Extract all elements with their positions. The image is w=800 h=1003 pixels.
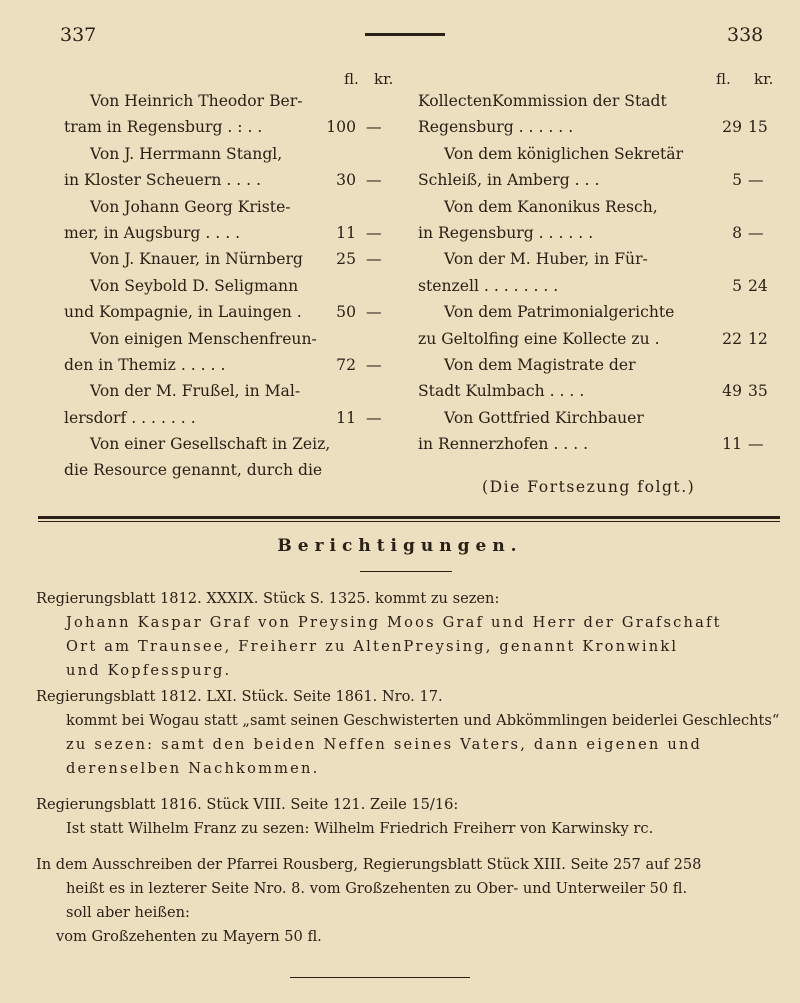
donation-entry-line [418,328,778,354]
entry-text: Von dem Kanonikus Resch, [444,197,658,216]
correction-entry-3 [36,796,786,844]
entry-text: Von Heinrich Theodor Ber- [90,92,303,110]
right-entry-list [418,90,778,459]
donation-entry-line [64,459,404,485]
donation-entry-line [64,380,404,406]
donation-entry-line [64,169,404,195]
correction-line: soll aber heißen: [66,904,190,921]
donation-entry-line [64,143,404,169]
entry-text: Von Gottfried Kirchbauer [444,408,644,427]
amount-florin: 5 [732,276,742,295]
amount-florin: 30 [336,171,356,190]
donation-entry-line [64,407,404,433]
donation-entry-line [418,116,778,142]
entry-text: KollectenKommission der Stadt [418,92,667,110]
donation-entry-line [64,248,404,274]
entry-text: stenzell . . . . . . . . [418,276,559,295]
amount-kreuzer: — [366,408,382,427]
donation-entry-line [64,354,404,380]
footer-rule [290,977,470,978]
right-donation-column [418,70,778,459]
donation-entry-line [418,301,778,327]
page-number-left: 337 [60,24,97,46]
entry-text: Von J. Knauer, in Nürnberg [90,250,303,269]
section-rule-thin [38,521,780,522]
entry-text: zu Geltolfing eine Kollecte zu . [418,329,660,348]
unit-kr-label: kr. [754,70,774,88]
amount-florin: 11 [336,223,356,242]
amount-kreuzer: — [366,303,382,322]
correction-entry-2 [36,688,786,784]
correction-entry-1 [36,590,786,686]
amount-florin: 11 [336,408,356,427]
units-header-right [418,70,778,90]
amount-kreuzer: — [366,171,382,190]
amount-kreuzer: — [366,250,382,269]
donation-entry-line [64,116,404,142]
entry-text: lersdorf . . . . . . . [64,408,196,427]
entry-text: und Kompagnie, in Lauingen . [64,303,302,322]
correction-line: Johann Kaspar Graf von Preysing Moos Graf und Herr der Grafschaft [66,614,722,631]
donation-entry-line [418,196,778,222]
amount-kreuzer: — [748,223,764,242]
correction-line: zu sezen: samt den beiden Neffen seines Vaters, dann eigenen und [66,736,703,753]
donation-entry-line [418,248,778,274]
donation-entry-line [64,301,404,327]
entry-text: die Resource genannt, durch die [64,461,323,480]
amount-kreuzer: — [366,118,382,137]
units-header-left [64,70,404,90]
entry-text: Von dem königlichen Sekretär [444,144,684,163]
donation-entry-line [418,169,778,195]
unit-fl-label: fl. [716,70,731,88]
donation-entry-line [418,407,778,433]
left-entry-list [64,90,404,486]
entry-text: Schleiß, in Amberg . . . [418,171,600,190]
donation-entry-line [64,328,404,354]
correction-line: In dem Ausschreiben der Pfarrei Rousberg, Regierungsblatt Stück XIII. Seite 257 auf 258 [36,856,702,873]
amount-florin: 25 [336,250,356,269]
entry-text: Regensburg . . . . . . [418,118,574,137]
donation-entry-line [418,433,778,459]
correction-line: vom Großzehenten zu Mayern 50 fl. [56,928,322,945]
donation-entry-line [64,433,404,459]
donation-entry-line [418,380,778,406]
left-donation-column [64,70,404,486]
corrections-heading: Berichtigungen. [277,536,523,556]
amount-kreuzer: 35 [748,382,768,401]
section-rule-thick [38,516,780,519]
amount-kreuzer: — [748,171,764,190]
entry-text: Von einigen Menschenfreun- [90,329,317,348]
entry-text: in Kloster Scheuern . . . . [64,171,262,190]
entry-text: Stadt Kulmbach . . . . [418,382,585,401]
amount-florin: 29 [722,118,742,137]
unit-fl-label: fl. [344,70,359,88]
amount-florin: 50 [336,303,356,322]
header-rule [365,33,445,36]
amount-florin: 8 [732,223,742,242]
donation-entry-line [418,354,778,380]
correction-line: heißt es in lezterer Seite Nro. 8. vom Großzehenten zu Ober- und Unterweiler 50 fl. [66,880,688,897]
entry-text: tram in Regensburg . : . . [64,118,263,137]
amount-kreuzer: 24 [748,276,768,295]
entry-text: Von dem Patrimonialgerichte [444,303,675,322]
amount-florin: 22 [722,329,742,348]
donation-entry-line [64,196,404,222]
correction-line: kommt bei Wogau statt „samt seinen Geschwisterten und Abkömmlingen beiderlei Geschlechts“ [66,712,780,729]
amount-kreuzer: — [366,223,382,242]
entry-text: in Regensburg . . . . . . [418,223,594,242]
correction-line: Regierungsblatt 1816. Stück VIII. Seite 121. Zeile 15/16: [36,796,459,813]
correction-line: derenselben Nachkommen. [66,760,320,777]
amount-florin: 100 [326,118,356,137]
amount-kreuzer: 15 [748,118,768,137]
donation-entry-line [64,275,404,301]
correction-line: und Kopfesspurg. [66,662,232,679]
entry-text: Von dem Magistrate der [444,355,636,374]
amount-kreuzer: 12 [748,329,768,348]
amount-florin: 72 [336,355,356,374]
correction-line: Regierungsblatt 1812. LXI. Stück. Seite 1861. Nro. 17. [36,688,443,705]
page-number-right: 338 [727,24,764,46]
amount-florin: 11 [722,435,742,454]
heading-underline [360,571,452,572]
entry-text: Von einer Gesellschaft in Zeiz, [90,435,331,454]
donation-entry-line [64,222,404,248]
entry-text: Von der M. Frußel, in Mal- [90,382,301,401]
unit-kr-label: kr. [374,70,394,88]
entry-text: in Rennerzhofen . . . . [418,435,589,454]
correction-line: Regierungsblatt 1812. XXXIX. Stück S. 1325. kommt zu sezen: [36,590,500,607]
amount-kreuzer: — [748,435,764,454]
donation-entry-line [64,90,404,116]
entry-text: Von Seybold D. Seligmann [90,276,299,295]
donation-entry-line [418,90,778,116]
entry-text: mer, in Augsburg . . . . [64,223,241,242]
entry-text: Von J. Herrmann Stangl, [90,144,283,163]
entry-text: den in Themiz . . . . . [64,355,226,374]
amount-florin: 49 [722,382,742,401]
donation-entry-line [418,143,778,169]
continuation-note: (Die Fortsezung folgt.) [482,478,696,496]
correction-line: Ort am Traunsee, Freiherr zu AltenPreysing, genannt Kronwinkl [66,638,679,655]
donation-entry-line [418,222,778,248]
correction-entry-4 [36,856,786,952]
correction-line: Ist statt Wilhelm Franz zu sezen: Wilhelm Friedrich Freiherr von Karwinsky rc. [66,820,654,837]
amount-kreuzer: — [366,355,382,374]
donation-entry-line [418,275,778,301]
amount-florin: 5 [732,171,742,190]
entry-text: Von Johann Georg Kriste- [90,197,291,216]
entry-text: Von der M. Huber, in Für- [444,250,648,269]
